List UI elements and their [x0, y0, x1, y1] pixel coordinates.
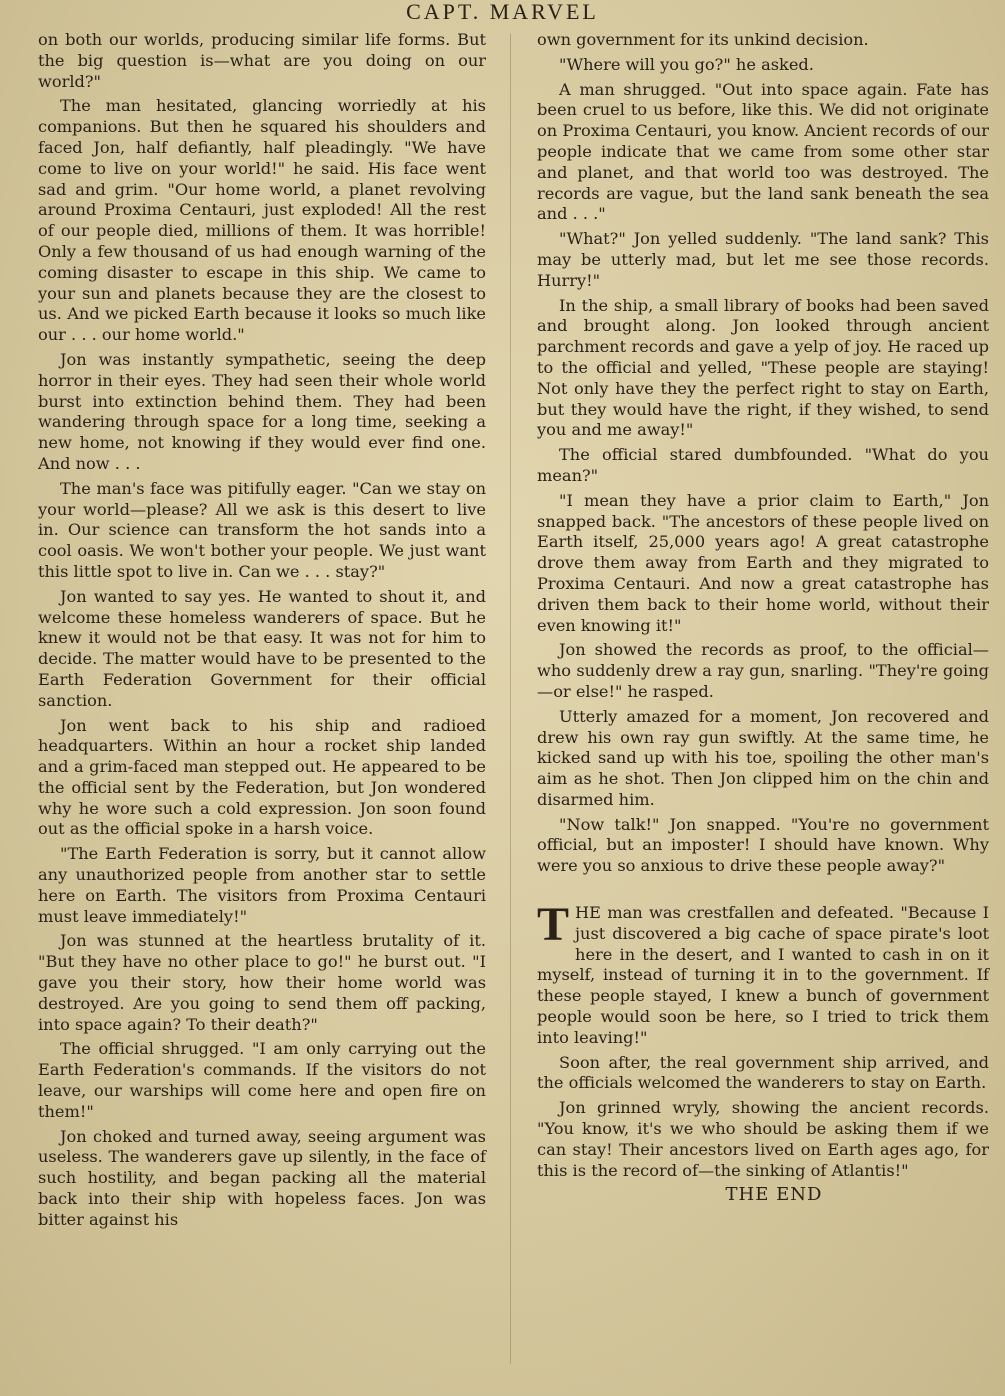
paragraph: Jon went back to his ship and radioed headquarters. Within an hour a rocket ship landed and a grim-faced man stepped out. He appeared to be the official sent by the Federation, but Jon wondered why he wore such a cold expression. Jon soon found out as the official spoke in a harsh voice.: [38, 715, 486, 839]
paragraph: on both our worlds, producing similar life forms. But the big question is—what are you doing on our world?": [38, 30, 486, 91]
paragraph: "I mean they have a prior claim to Earth," Jon snapped back. "The ancestors of these people lived on Earth itself, 25,000 years ago! A great catastrophe drove them away from Earth and they migrated to Proxima Centauri. And now a great catastrophe has driven them back to their home world, without their even knowing it!": [537, 490, 989, 635]
paragraph: In the ship, a small library of books had been saved and brought along. Jon looked through ancient parchment records and gave a yelp of joy. He raced up to the official and yelled, "These people are staying! Not only have they the perfect right to stay on Earth, but they would have the right, if they wished, to send you and me away!": [537, 295, 989, 440]
right-column: [537, 30, 989, 1210]
paragraph: "Now talk!" Jon snapped. "You're no government official, but an imposter! I should have known. Why were you so anxious to drive these people away?": [537, 814, 989, 876]
left-column: [38, 30, 486, 1235]
paragraph: The man's face was pitifully eager. "Can we stay on your world—please? All we ask is this desert to live in. Our science can transform the hot sands into a cool oasis. We won't bother your people. We just want this little spot to live in. Can we . . . stay?": [38, 478, 486, 581]
the-end-label: THE END: [725, 1184, 823, 1206]
paragraph: The official shrugged. "I am only carrying out the Earth Federation's commands. If the visitors do not leave, our warships will come here and open fire on them!": [38, 1039, 486, 1121]
column-divider: [510, 34, 511, 1364]
paragraph: The official stared dumbfounded. "What do you mean?": [537, 445, 989, 485]
paragraph: "What?" Jon yelled suddenly. "The land sank? This may be utterly mad, but let me see those records. Hurry!": [537, 229, 989, 290]
page-header: CAPT. MARVEL: [406, 0, 599, 24]
paragraph: Jon wanted to say yes. He wanted to shout it, and welcome these homeless wanderers of space. But he knew it would not be that easy. It was not for him to decide. The matter would have to be presented to the Earth Federation Government for their official sanction.: [38, 586, 486, 710]
paragraph: The man hesitated, glancing worriedly at his companions. But then he squared his shoulders and faced Jon, half defiantly, half pleadingly. "We have come to live on your world!" he said. His face went sad and grim. "Our home world, a planet revolving around Proxima Centauri, just exploded! All the rest of our people died, millions of them. It was horrible! Only a few thousand of us had enough warning of the coming disaster to escape in this ship. We came to your sun and planets because they are the closest to us. And we picked Earth because it looks so much like our . . . our home world.": [38, 96, 486, 345]
section-opening-paragraph: [537, 898, 989, 1049]
paragraph: Jon grinned wryly, showing the ancient records. "You know, it's we who should be asking them if we can stay! Their ancestors lived on Earth ages ago, for this is the record of—the sinking of Atlantis!": [537, 1098, 989, 1180]
paragraph: own government for its unkind decision.: [537, 30, 869, 49]
paragraph: "The Earth Federation is sorry, but it cannot allow any unauthorized people from another star to settle here on Earth. The visitors from Proxima Centauri must leave immediately!": [38, 844, 486, 926]
paragraph-text: HE man was crestfallen and defeated. "Because I just discovered a big cache of space pirate's loot here in the desert, and I wanted to cash in on it myself, instead of turning it in to the government. If these people stayed, I knew a bunch of government people would soon be here, so I tried to trick them into leaving!": [537, 903, 989, 1047]
drop-cap: T: [537, 898, 570, 952]
paragraph: "Where will you go?" he asked.: [559, 54, 814, 74]
paragraph: A man shrugged. "Out into space again. Fate has been cruel to us before, like this. We did not originate on Proxima Centauri, you know. Ancient records of our people indicate that we came from some other star and planet, and that world too was destroyed. The records are vague, but the land sank beneath the sea and . . .": [537, 79, 989, 224]
paragraph: Jon choked and turned away, seeing argument was useless. The wanderers gave up silently, in the face of such hostility, and began packing all the material back into their ship with hopeless faces. Jon was bitter against his: [38, 1126, 486, 1229]
paragraph: Jon was instantly sympathetic, seeing the deep horror in their eyes. They had seen their whole world burst into extinction behind them. They had been wandering through space for a long time, seeking a new home, not knowing if they would ever find one. And now . . .: [38, 349, 486, 473]
paragraph: Utterly amazed for a moment, Jon recovered and drew his own ray gun swiftly. At the same time, he kicked sand up with his toe, spoiling the other man's aim as he shot. Then Jon clipped him on the chin and disarmed him.: [537, 706, 989, 809]
paragraph: Soon after, the real government ship arrived, and the officials welcomed the wanderers to stay on Earth.: [537, 1052, 989, 1093]
paragraph: Jon showed the records as proof, to the official—who suddenly drew a ray gun, snarling. "They're going—or else!" he rasped.: [537, 640, 989, 701]
paragraph: Jon was stunned at the heartless brutality of it. "But they have no other place to go!" he burst out. "I gave you their story, how their home world was destroyed. Are you going to send them off packing, into space again? To their death?": [38, 931, 486, 1034]
